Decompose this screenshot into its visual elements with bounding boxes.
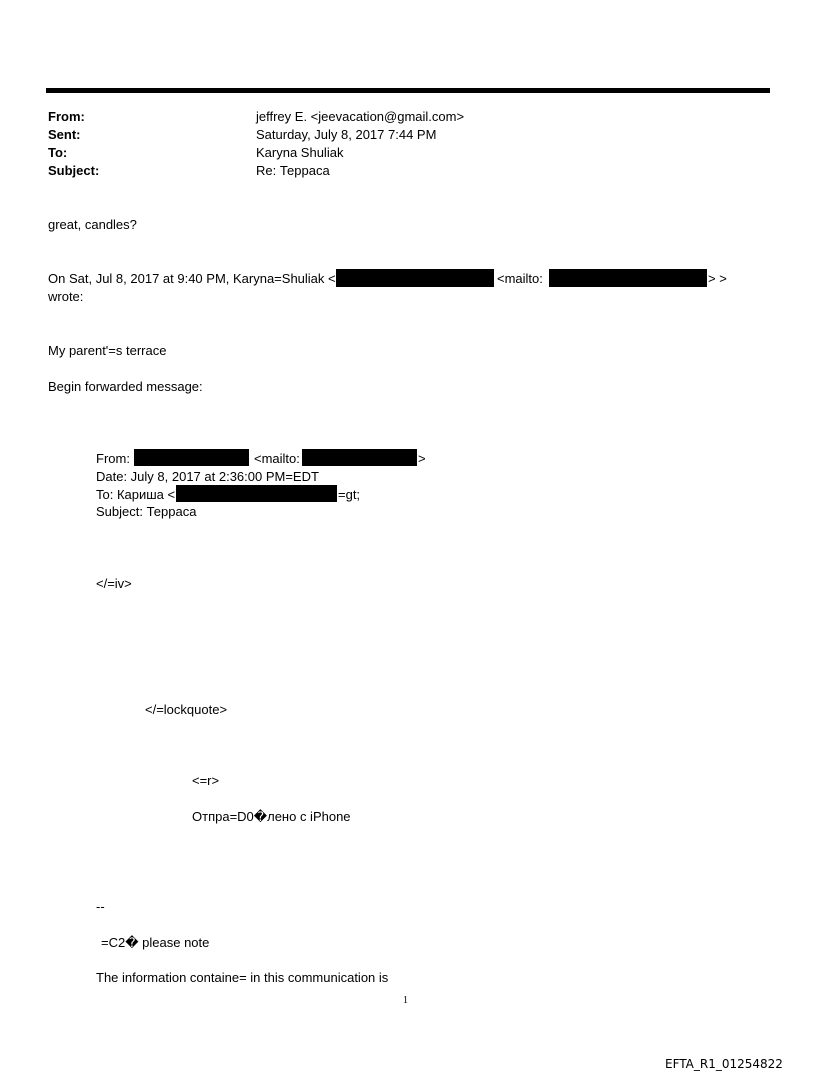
sent-value: Saturday, July 8, 2017 7:44 PM xyxy=(256,127,437,142)
quote-line-end: > > xyxy=(708,271,727,286)
page-number: 1 xyxy=(403,995,408,1006)
fwd-to-suffix: =gt; xyxy=(338,487,361,502)
parents-terrace-text: My parent'=s terrace xyxy=(48,343,167,358)
subject-value: Re: Терраса xyxy=(256,163,330,178)
fwd-from-close: > xyxy=(418,451,426,466)
header-rule xyxy=(46,88,770,93)
quote-wrote: wrote: xyxy=(48,289,84,304)
please-note-text: =C2� please note xyxy=(101,935,210,950)
sent-label: Sent: xyxy=(48,127,81,142)
redaction-box xyxy=(176,485,337,502)
fwd-date-line: Date: July 8, 2017 at 2:36:00 PM=EDT xyxy=(96,469,319,484)
redaction-box xyxy=(134,449,249,466)
fwd-from-label: From: xyxy=(96,451,130,466)
quote-mailto: <mailto: xyxy=(497,271,543,286)
begin-forwarded-text: Begin forwarded message: xyxy=(48,379,203,394)
fwd-subject-line: Subject: Терраса xyxy=(96,504,197,519)
signature-dash: -- xyxy=(96,899,105,914)
blockquote-tag-text: </=lockquote> xyxy=(145,702,228,717)
to-label: To: xyxy=(48,145,68,160)
quote-line-start: On Sat, Jul 8, 2017 at 9:40 PM, Karyna=Shuliak < xyxy=(48,271,336,286)
from-label: From: xyxy=(48,109,85,124)
reply-text: great, candles? xyxy=(48,217,137,232)
fwd-to-line: To: Кариша < xyxy=(96,487,176,502)
redaction-box xyxy=(336,269,494,287)
from-value: jeffrey E. <jeevacation@gmail.com> xyxy=(256,109,465,124)
document-id: EFTA_R1_01254822 xyxy=(665,1057,783,1071)
redaction-box xyxy=(549,269,707,287)
to-value: Karyna Shuliak xyxy=(256,145,344,160)
br-tag-text: <=r> xyxy=(192,773,220,788)
sent-from-iphone: Отпра=D0�лено с iPhone xyxy=(192,809,351,824)
redaction-box xyxy=(302,449,417,466)
info-line-text: The information containe= in this communication is xyxy=(96,970,389,985)
fwd-from-mailto: <mailto: xyxy=(254,451,300,466)
div-tag-text: </=iv> xyxy=(96,576,132,591)
subject-label: Subject: xyxy=(48,163,100,178)
